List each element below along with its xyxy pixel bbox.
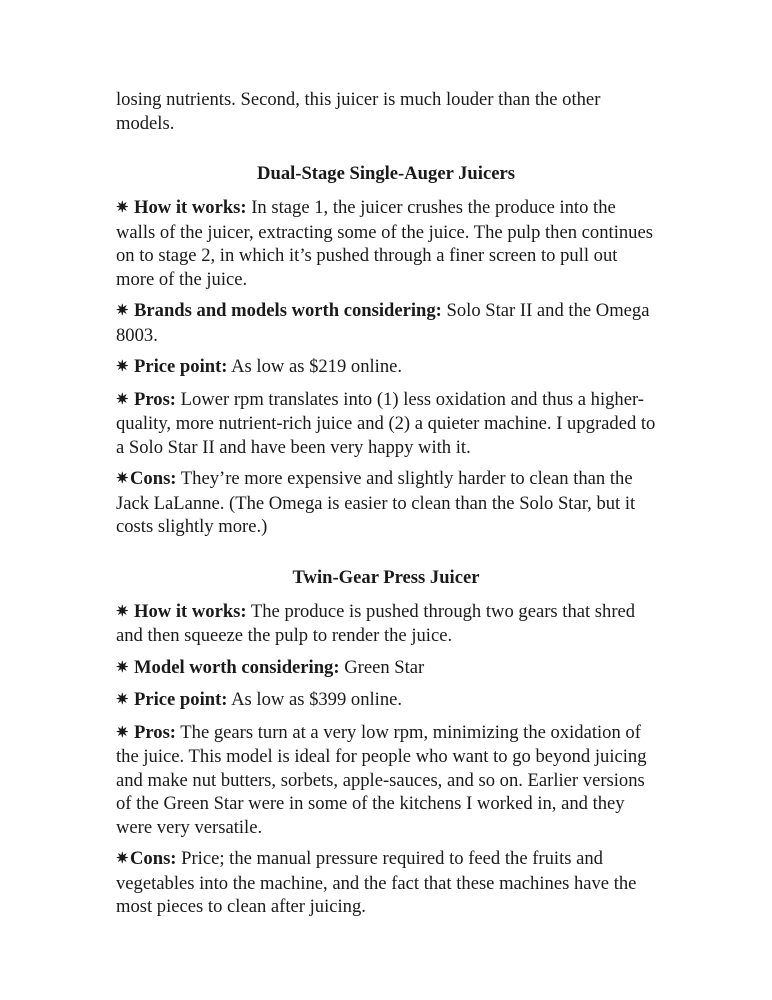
item-label: How it works: (134, 600, 247, 622)
item-text: Green Star (339, 656, 425, 678)
item-label: How it works: (134, 197, 247, 218)
document-page (116, 88, 656, 927)
item-cons (116, 467, 656, 539)
item-label: Price point: (134, 356, 228, 377)
star-bullet-icon: ✷ (116, 391, 129, 408)
item-label: Price point: (134, 689, 228, 710)
star-bullet-icon: ✷ (116, 724, 129, 741)
star-bullet-icon: ✷ (116, 851, 129, 867)
item-pros (116, 721, 656, 840)
item-text: The gears turn at a very low rpm, minimizing the oxidation of the juice. This model is ideal for people who want to go beyond juicing and make nut butters, sorbets, apple-sauces, and so on. Earlier versions of the Green Star were in some of the kitchens I worked in, and they were very versatile. (116, 721, 647, 838)
item-label: Model worth considering: (134, 656, 340, 678)
section-twin-gear (116, 566, 656, 919)
item-text: As low as $399 online. (227, 689, 403, 710)
item-text: Lower rpm translates into (1) less oxidation and thus a higher-quality, more nutrient-rich juice and (2) a quieter machine. I upgraded to a Solo Star II and have been very happy with it. (116, 388, 656, 458)
item-how-it-works (116, 600, 656, 648)
item-text: As low as $219 online. (227, 356, 403, 377)
item-label: Pros: (134, 388, 176, 410)
item-price-point (116, 355, 656, 380)
item-label: Brands and models worth considering: (134, 300, 442, 321)
section-dual-stage (116, 162, 656, 539)
item-brands-models (116, 299, 656, 347)
section-heading: Dual-Stage Single-Auger Juicers (257, 163, 515, 184)
item-text: Solo Star II and the Omega 8003. (116, 300, 650, 346)
item-pros (116, 388, 656, 460)
item-model (116, 656, 656, 681)
item-text: In stage 1, the juicer crushes the produce into the walls of the juicer, extracting some of the juice. The pulp then continues on to stage 2, in which it’s pushed through a finer screen to pull out more of the juice. (116, 197, 653, 290)
item-price-point (116, 688, 656, 713)
section-heading: Twin-Gear Press Juicer (292, 566, 480, 588)
item-text: The produce is pushed through two gears that shred and then squeeze the pulp to render the juice. (116, 600, 636, 646)
star-bullet-icon: ✷ (116, 659, 129, 676)
star-bullet-icon: ✷ (116, 200, 129, 216)
item-how-it-works (116, 196, 656, 291)
star-bullet-icon: ✷ (116, 692, 129, 708)
item-text: They’re more expensive and slightly harder to clean than the Jack LaLanne. (The Omega is easier to clean than the Solo Star, but it costs slightly more.) (116, 468, 636, 537)
item-label: Cons: (130, 468, 177, 489)
item-label: Pros: (134, 721, 176, 743)
intro-paragraph: losing nutrients. Second, this juicer is much louder than the other models. (116, 89, 601, 134)
item-cons (116, 847, 656, 919)
star-bullet-icon: ✷ (116, 303, 129, 319)
item-label: Cons: (130, 848, 177, 869)
star-bullet-icon: ✷ (116, 471, 129, 487)
star-bullet-icon: ✷ (116, 603, 129, 620)
star-bullet-icon: ✷ (116, 359, 129, 375)
item-text: Price; the manual pressure required to feed the fruits and vegetables into the machine, and the fact that these machines have the most pieces to clean after juicing. (116, 848, 637, 917)
